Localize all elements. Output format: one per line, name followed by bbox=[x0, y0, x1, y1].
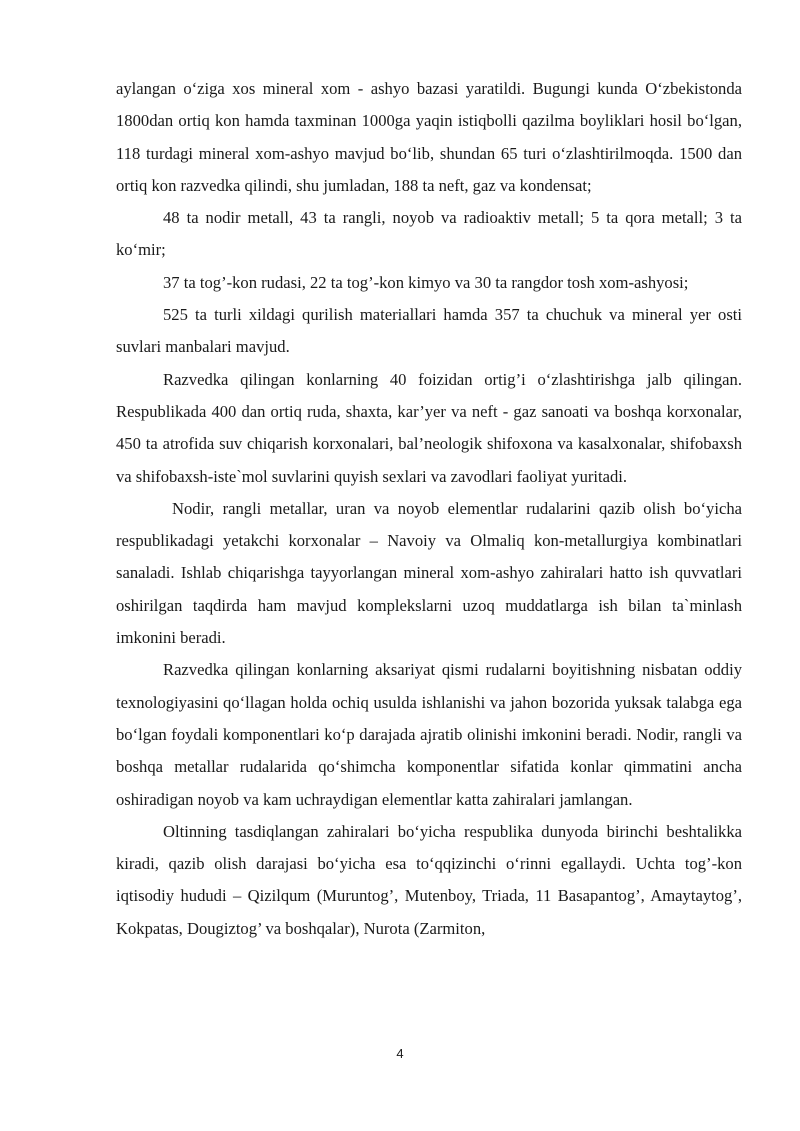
paragraph-4: 525 ta turli xildagi qurilish materiallari hamda 357 ta chuchuk va mineral yer osti suvlari manbalari mavjud. bbox=[116, 305, 742, 357]
paragraph-1: aylangan o‘ziga xos mineral xom - ashyo bazasi yaratildi. Bugungi kunda O‘zbekistonda 1800dan ortiq kon hamda taxminan 1000ga yaqin istiqbolli qazilma boyliklari hosil bo‘lgan, 118 turdagi mineral xom-ashyo mavjud bo‘lib, shundan 65 turi o‘zlashtirilmoqda. 1500 dan ortiq kon razvedka qilindi, shu jumladan, 188 ta neft, gaz va kondensat; bbox=[116, 79, 742, 195]
paragraph-5: Razvedka qilingan konlarning 40 foizidan ortig’i o‘zlashtirishga jalb qilingan. Respublikada 400 dan ortiq ruda, shaxta, kar’yer va neft - gaz sanoati va boshqa korxonalar, 450 ta atrofida suv chiqarish korxonalari, bal’neologik shifoxona va kasalxonalar, shifobaxsh va shifobaxsh-iste`mol suvlarini quyish sexlari va zavodlari faoliyat yuritadi. bbox=[116, 369, 742, 486]
paragraph-3: 37 ta tog’-kon rudasi, 22 ta tog’-kon kimyo va 30 ta rangdor tosh xom-ashyosi; bbox=[163, 272, 689, 292]
paragraph-8: Oltinning tasdiqlangan zahiralari bo‘yicha respublika dunyoda birinchi beshtalikka kiradi, qazib olish darajasi bo‘yicha esa to‘qqizinchi o‘rinni egallaydi. Uchta tog’-kon iqtisodiy hududi – Qizilqum (Muruntog’, Mutenboy, Triada, 11 Basapantog’, Amaytaytog’, Kokpatas, Dougiztog’ va boshqalar), Nurota (Zarmiton, bbox=[116, 821, 742, 938]
paragraph-7: Razvedka qilingan konlarning aksariyat qismi rudalarni boyitishning nisbatan oddiy texnologiyasini qo‘llagan holda ochiq usulda ishlanishi va jahon bozorida yuksak talabga ega bo‘lgan foydali komponentlari ko‘p darajada ajratib olinishi imkonini beradi. Nodir, rangli va boshqa metallar rudalarida qo‘shimcha komponentlar sifatida konlar qimmatini ancha oshiradigan noyob va kam uchraydigan elementlar katta zahiralari jamlangan. bbox=[116, 660, 742, 809]
paragraph-6: Nodir, rangli metallar, uran va noyob elementlar rudalarini qazib olish bo‘yicha respublikadagi yetakchi korxonalar – Navoiy va Olmaliq kon-metallurgiya kombinatlari sanaladi. Ishlab chiqarishga tayyorlangan mineral xom-ashyo zahiralari hatto ish quvvatlari oshirilgan taqdirda ham mavjud komplekslarni uzoq muddatlarga ish bilan ta`minlash imkonini beradi. bbox=[116, 498, 742, 648]
body-text bbox=[116, 73, 742, 945]
page-number: 4 bbox=[396, 1046, 404, 1061]
paragraph-2: 48 ta nodir metall, 43 ta rangli, noyob va radioaktiv metall; 5 ta qora metall; 3 ta ko‘mir; bbox=[116, 208, 742, 260]
